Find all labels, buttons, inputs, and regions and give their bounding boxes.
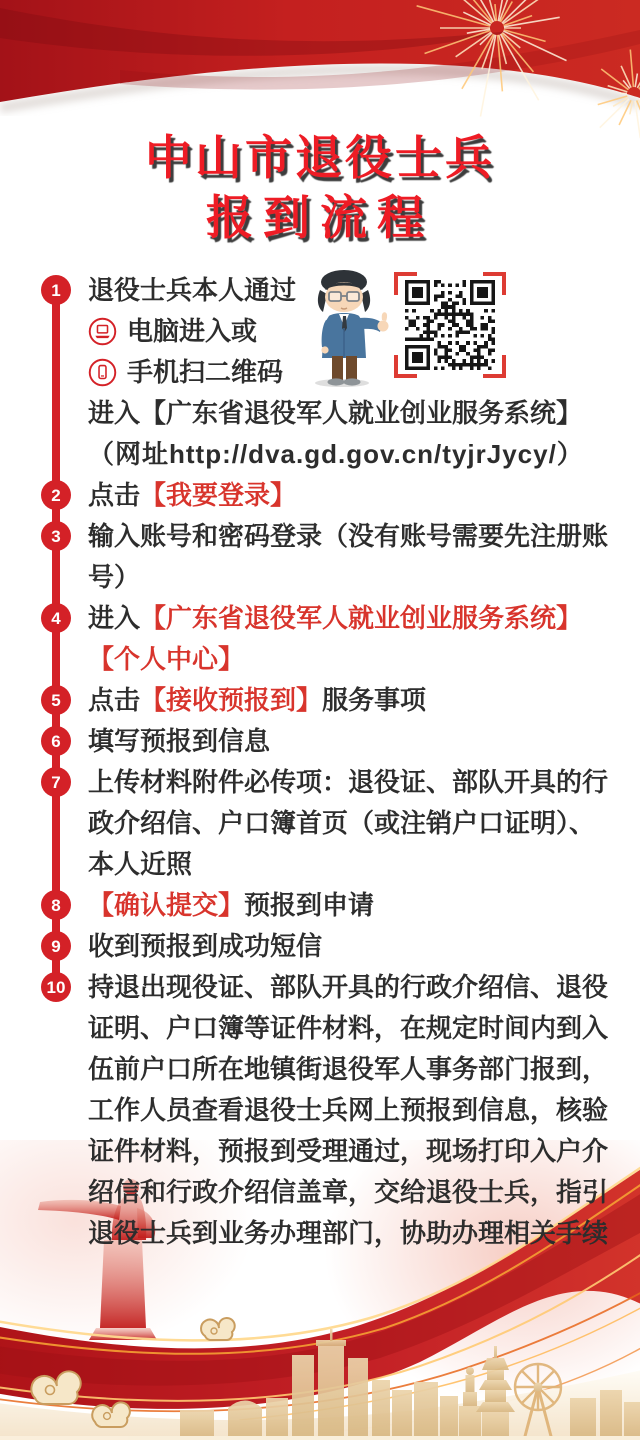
- step-text-segment: 点击: [88, 480, 141, 510]
- step-item-5: [0, 680, 640, 721]
- step-text-segment: 【接收预报到】: [140, 685, 323, 715]
- page-title-line2: 报到流程: [206, 191, 434, 244]
- computer-icon: [88, 317, 117, 346]
- step-item-8: [0, 885, 640, 926]
- step-text-segment: 服务事项: [322, 685, 427, 715]
- step-text-segment: 【个人中心】: [88, 644, 245, 674]
- step-text-segment: 持退出现役证、部队开具的行政介绍信、退役证明、户口簿等证件材料，在规定时间内到入伍前户口所在地镇街退役军人事务部门报到，工作人员查看退役士兵网上预报到信息，核验证件材料，预报到受理通过，现场打印入户介绍信和行政介绍信盖章，交给退役士兵，指引退役士兵到业务办理部门，协助办理相关手续: [88, 972, 609, 1248]
- step-number-badge: 8: [41, 890, 71, 920]
- step-item-10: [0, 967, 640, 1254]
- step-items-container: [0, 475, 640, 1254]
- step-number-badge: 7: [41, 767, 71, 797]
- option-label: 电脑进入或: [127, 316, 258, 346]
- step-text-segment: 【确认提交】: [88, 890, 245, 920]
- option-label: 手机扫二维码: [127, 357, 284, 387]
- step-item-6: [0, 721, 640, 762]
- step-text-segment: 点击: [88, 685, 141, 715]
- step-number-badge: 2: [41, 480, 71, 510]
- step-item-9: [0, 926, 640, 967]
- step-text-segment: 【广东省退役军人就业创业服务系统】: [140, 603, 583, 633]
- option-phone: [88, 352, 616, 393]
- page-title: [0, 128, 640, 248]
- step-text-segment: 收到预报到成功短信: [88, 931, 323, 961]
- step-list: [0, 270, 640, 1254]
- step-item-4: [0, 598, 640, 680]
- step-url-text: （网址http://dva.gd.gov.cn/tyjrJycy/）: [88, 439, 584, 469]
- step-item-3: [0, 516, 640, 598]
- step-text: 退役士兵本人通过: [88, 275, 297, 305]
- phone-icon: [88, 358, 117, 387]
- step-number-badge: 10: [41, 972, 71, 1002]
- page-title-line1: 中山市退役士兵: [145, 131, 495, 184]
- step-text-segment: 进入: [88, 603, 141, 633]
- step-text: 进入【广东省退役军人就业创业服务系统】: [88, 398, 583, 428]
- step-text-segment: 上传材料附件必传项：退役证、部队开具的行政介绍信、户口簿首页（或注销户口证明）、本人近照: [88, 767, 609, 879]
- step-number-badge: 9: [41, 931, 71, 961]
- step-item-7: [0, 762, 640, 885]
- step-text-segment: 输入账号和密码登录（没有账号需要先注册账号）: [88, 521, 609, 592]
- step-text-segment: 【我要登录】: [140, 480, 297, 510]
- step-number-badge: 5: [41, 685, 71, 715]
- option-computer: [88, 311, 616, 352]
- step-text-segment: 预报到申请: [244, 890, 375, 920]
- step-item-1: [0, 270, 640, 475]
- step-number-badge: 1: [41, 275, 71, 305]
- step-text-segment: 填写预报到信息: [88, 726, 271, 756]
- step-number-badge: 6: [41, 726, 71, 756]
- step-number-badge: 4: [41, 603, 71, 633]
- step-number-badge: 3: [41, 521, 71, 551]
- step-item-2: [0, 475, 640, 516]
